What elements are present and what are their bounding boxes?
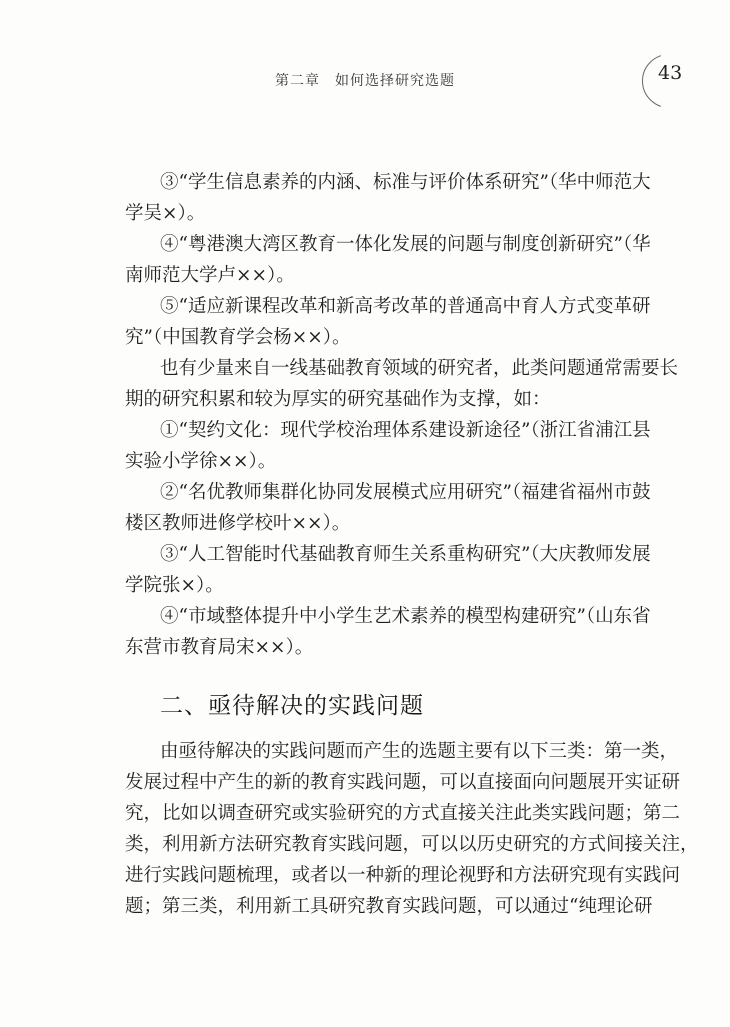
text-line: 也有少量来自一线基础教育领域的研究者，此类问题通常需要长 <box>160 358 679 379</box>
text-line: 进行实践问题梳理，或者以一种新的理论视野和方法研究现有实践问 <box>125 865 681 886</box>
text-line: 东营市教育局宋××）。 <box>125 637 314 658</box>
text-line: 期的研究积累和较为厚实的研究基础作为支撑，如： <box>125 389 551 410</box>
text-line: 究”（中国教育学会杨××）。 <box>125 327 351 348</box>
text-line: 由亟待解决的实践问题而产生的选题主要有以下三类：第一类， <box>160 741 679 762</box>
text-line: ①“契约文化：现代学校治理体系建设新途径”（浙江省浦江县 <box>160 420 651 441</box>
text-line: 学吴×）。 <box>125 203 206 224</box>
running-head: 第二章 如何选择研究选题 <box>275 73 455 89</box>
text-line: 南师范大学卢××）。 <box>125 265 295 286</box>
text-line: ③“学生信息素养的内涵、标准与评价体系研究”（华中师范大 <box>160 172 651 193</box>
text-line: ④“市域整体提升中小学生艺术素养的模型构建研究”（山东省 <box>160 606 651 627</box>
page-number: 43 <box>658 62 683 84</box>
text-line: 实验小学徐××）。 <box>125 451 277 472</box>
text-line: ⑤“适应新课程改革和新高考改革的普通高中育人方式变革研 <box>160 296 651 317</box>
text-line: 题；第三类，利用新工具研究教育实践问题，可以通过“纯理论研 <box>125 896 653 917</box>
section-heading: 二、亟待解决的实践问题 <box>160 693 424 719</box>
text-line: 类，利用新方法研究教育实践问题，可以以历史研究的方式间接关注， <box>125 834 699 855</box>
text-line: 楼区教师进修学校叶××）。 <box>125 513 351 534</box>
text-line: ②“名优教师集群化协同发展模式应用研究”（福建省福州市鼓 <box>160 482 651 503</box>
text-line: 发展过程中产生的新的教育实践问题，可以直接面向问题展开实证研 <box>125 772 681 793</box>
text-line: 究，比如以调查研究或实验研究的方式直接关注此类实践问题；第二 <box>125 803 681 824</box>
text-line: ④“粤港澳大湾区教育一体化发展的问题与制度创新研究”（华 <box>160 234 651 255</box>
text-line: 学院张×）。 <box>125 575 224 596</box>
text-line: ③“人工智能时代基础教育师生关系重构研究”（大庆教师发展 <box>160 544 651 565</box>
